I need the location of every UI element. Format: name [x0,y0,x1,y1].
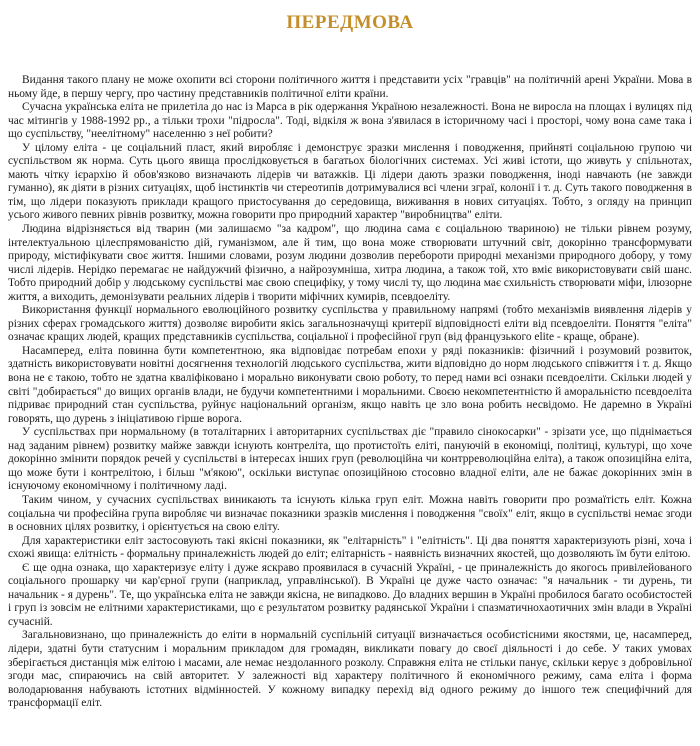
body-text [8,74,692,711]
paragraph: Насамперед, еліта повинна бути компетентною, яка відповідає потребам епохи у ряді показників: фізичний і розумовий розвиток, здатність використовувати новітні досягнення технологій людського суспільства, жити відповідно до норм людського співжиття і т. д. Якщо вона не є такою, тобто не здатна кваліфіковано і морально виконувати свою роботу, то перед нами всі ознаки псевдоеліти. Скільки людей у світі "добирається" до вищих органів влади, не будучи компетентними і моральними. Своєю некомпетентністю й аморальністю псевдоеліта підриває природний стан суспільства, руйнує національний організм, якщо навіть це зло вона робить несвідомо. Не даремно в Україні говорять, що дурень з ініціативою гірше ворога. [8,344,692,425]
paragraph: Є ще одна ознака, що характеризує еліту і дуже яскраво проявилася в сучасній Україні, - це приналежність до якогось привілейованого соціального прошарку чи кар'єрної групи (наприклад, управлінської). В Україні це дуже часто означає: "я начальник - ти дурень, ти начальник - я дурень". Те, що українська еліта не завжди якісна, не випадково. До владних вершин в Україні пробилося багато особистостей і груп із зовсім не елітними характеристиками, що є результатом розвитку радянської України і спазматичнохаотичних змін влади в Україні сучасній. [8,561,692,628]
paragraph: Загальновизнано, що приналежність до еліти в нормальній суспільній ситуації визначається особистісними якостями, це, насамперед, лідери, здатні бути статусним і моральним прикладом для громадян, викликати повагу до своєї діяльності і до себе. У таких умовах зберігається дистанція між елітою і масами, але немає нездоланного розколу. Справжня еліта не стільки панує, скільки керує з добровільної згоди мас, спираючись на свій авторитет. У залежності від характеру політичного й економічного режиму, сама еліта і форма володарювання набувають істотних відмінностей. У кожному випадку перехід від одного режиму до іншого теж специфічний для трансформації еліт. [8,629,692,710]
page-title: ПЕРЕДМОВА [286,12,414,33]
paragraph: Видання такого плану не може охопити всі сторони політичного життя і представити усіх "гравців" на політичній арені України. Мова в ньому йде, в першу чергу, про частину представників політичної еліти країни. [8,74,692,100]
paragraph: Використання функції нормального еволюційного розвитку суспільства у правильному напрямі (тобто механізмів виявлення лідерів у різних сферах громадського життя) дозволяє виробити якісь загальнозначущі критерії відповідності еліти від псевдоеліти. Поняття "еліта" означає кращих людей, кращих представників суспільства, соціальної і професійної груп (від французького elite - краще, обране). [8,304,692,344]
paragraph: Для характеристики еліт застосовують такі якісні показники, як "елітарність" і "елітність". Ці два поняття характеризують різні, хоча і схожі явища: елітність - формальну приналежність людей до еліт; елітарність - наявність визначних якостей, що дозволяють їм бути елітою. [8,534,692,561]
paragraph: У цілому еліта - це соціальний пласт, який виробляє і демонструє зразки мислення і поводження, прийняті соціальною групою чи суспільством як норма. Суть цього явища прослідковується в багатьох біологічних системах. Усі живі істоти, що живуть у спільнотах, мають чітку ієрархію й обов'язково визначають лідерів чи ватажків. Ці лідери дають зразки поводження, іноді навчають (не завжди гуманно), як діяти в різних ситуаціях, щоб інстинктів чи стереотипів дотримувалися всі члени зграї, колонії і т. д. Суть такого поводження в тім, що лідери показують приклади кращого пристосування до середовища, виживання в нових ситуаціях. Тобто, з огляду на принцип усього живого певних рівнів розвитку, можна говорити про природний характер "виробництва" еліти. [8,141,692,222]
paragraph: Таким чином, у сучасних суспільствах виникають та існують кілька груп еліт. Можна навіть говорити про розмаїтість еліт. Кожна соціальна чи професійна група виробляє чи визначає показники зразків мислення і поводження "своїх" еліт, якщо в суспільстві немає згоди в основних цілях розвитку, і орієнтується на свою еліту. [8,493,692,534]
paragraph: Людина відрізняється від тварин (ми залишаємо "за кадром", що людина сама є соціальною твариною) не тільки рівнем розуму, інтелектуальною цілеспрямованістю дій, гуманізмом, але й тим, що вона може створювати штучний світ, докорінно трансформувати природу, містифікувати своє життя. Іншими словами, розум людини дозволив перебороти природні механізми природного добору, у тому числі лідерів. Нерідко перемагає не найдужчий фізично, а найрозумніша, хитра людина, а також той, хто вміє використовувати свій шанс. Тобто природний добір у людському суспільстві має свою специфіку, у тому числі ту, що людина має схильність створювати міфи, ілюзорне життя, а виходить, демонізувати реальних лідерів і творити міфічних кумирів, псевдоеліту. [8,223,692,303]
paragraph: У суспільствах при нормальному (в тоталітарних і авторитарних суспільствах діє "правило сінокосарки" - зрізати усе, що піднімається над заданим рівнем) розвитку майже завжди існують контреліта, що протистоїть еліті, пануючій в економіці, політиці, культурі, що хоче докорінно змінити порядок речей у суспільстві в інтересах інших груп (революційна чи контрреволюційна еліта), а також опозиційна еліта, що може бути і контрелітою, і більш "м'якою", оскільки виступає опозиційною стосовно владної еліти, але не бажає докорінних змін в існуючому економічному і політичному ладі. [8,426,692,493]
paragraph: Сучасна українська еліта не прилетіла до нас із Марса в рік одержання Україною незалежності. Вона не виросла на площах і вулицях під час мітингів у 1988-1992 рр., а тільки трохи "підросла". Тоді, відкіля ж вона з'явилася в історичному часі і просторі, чому вона саме така і що суспільству, "неелітному" населенню з неї робити? [8,101,692,141]
